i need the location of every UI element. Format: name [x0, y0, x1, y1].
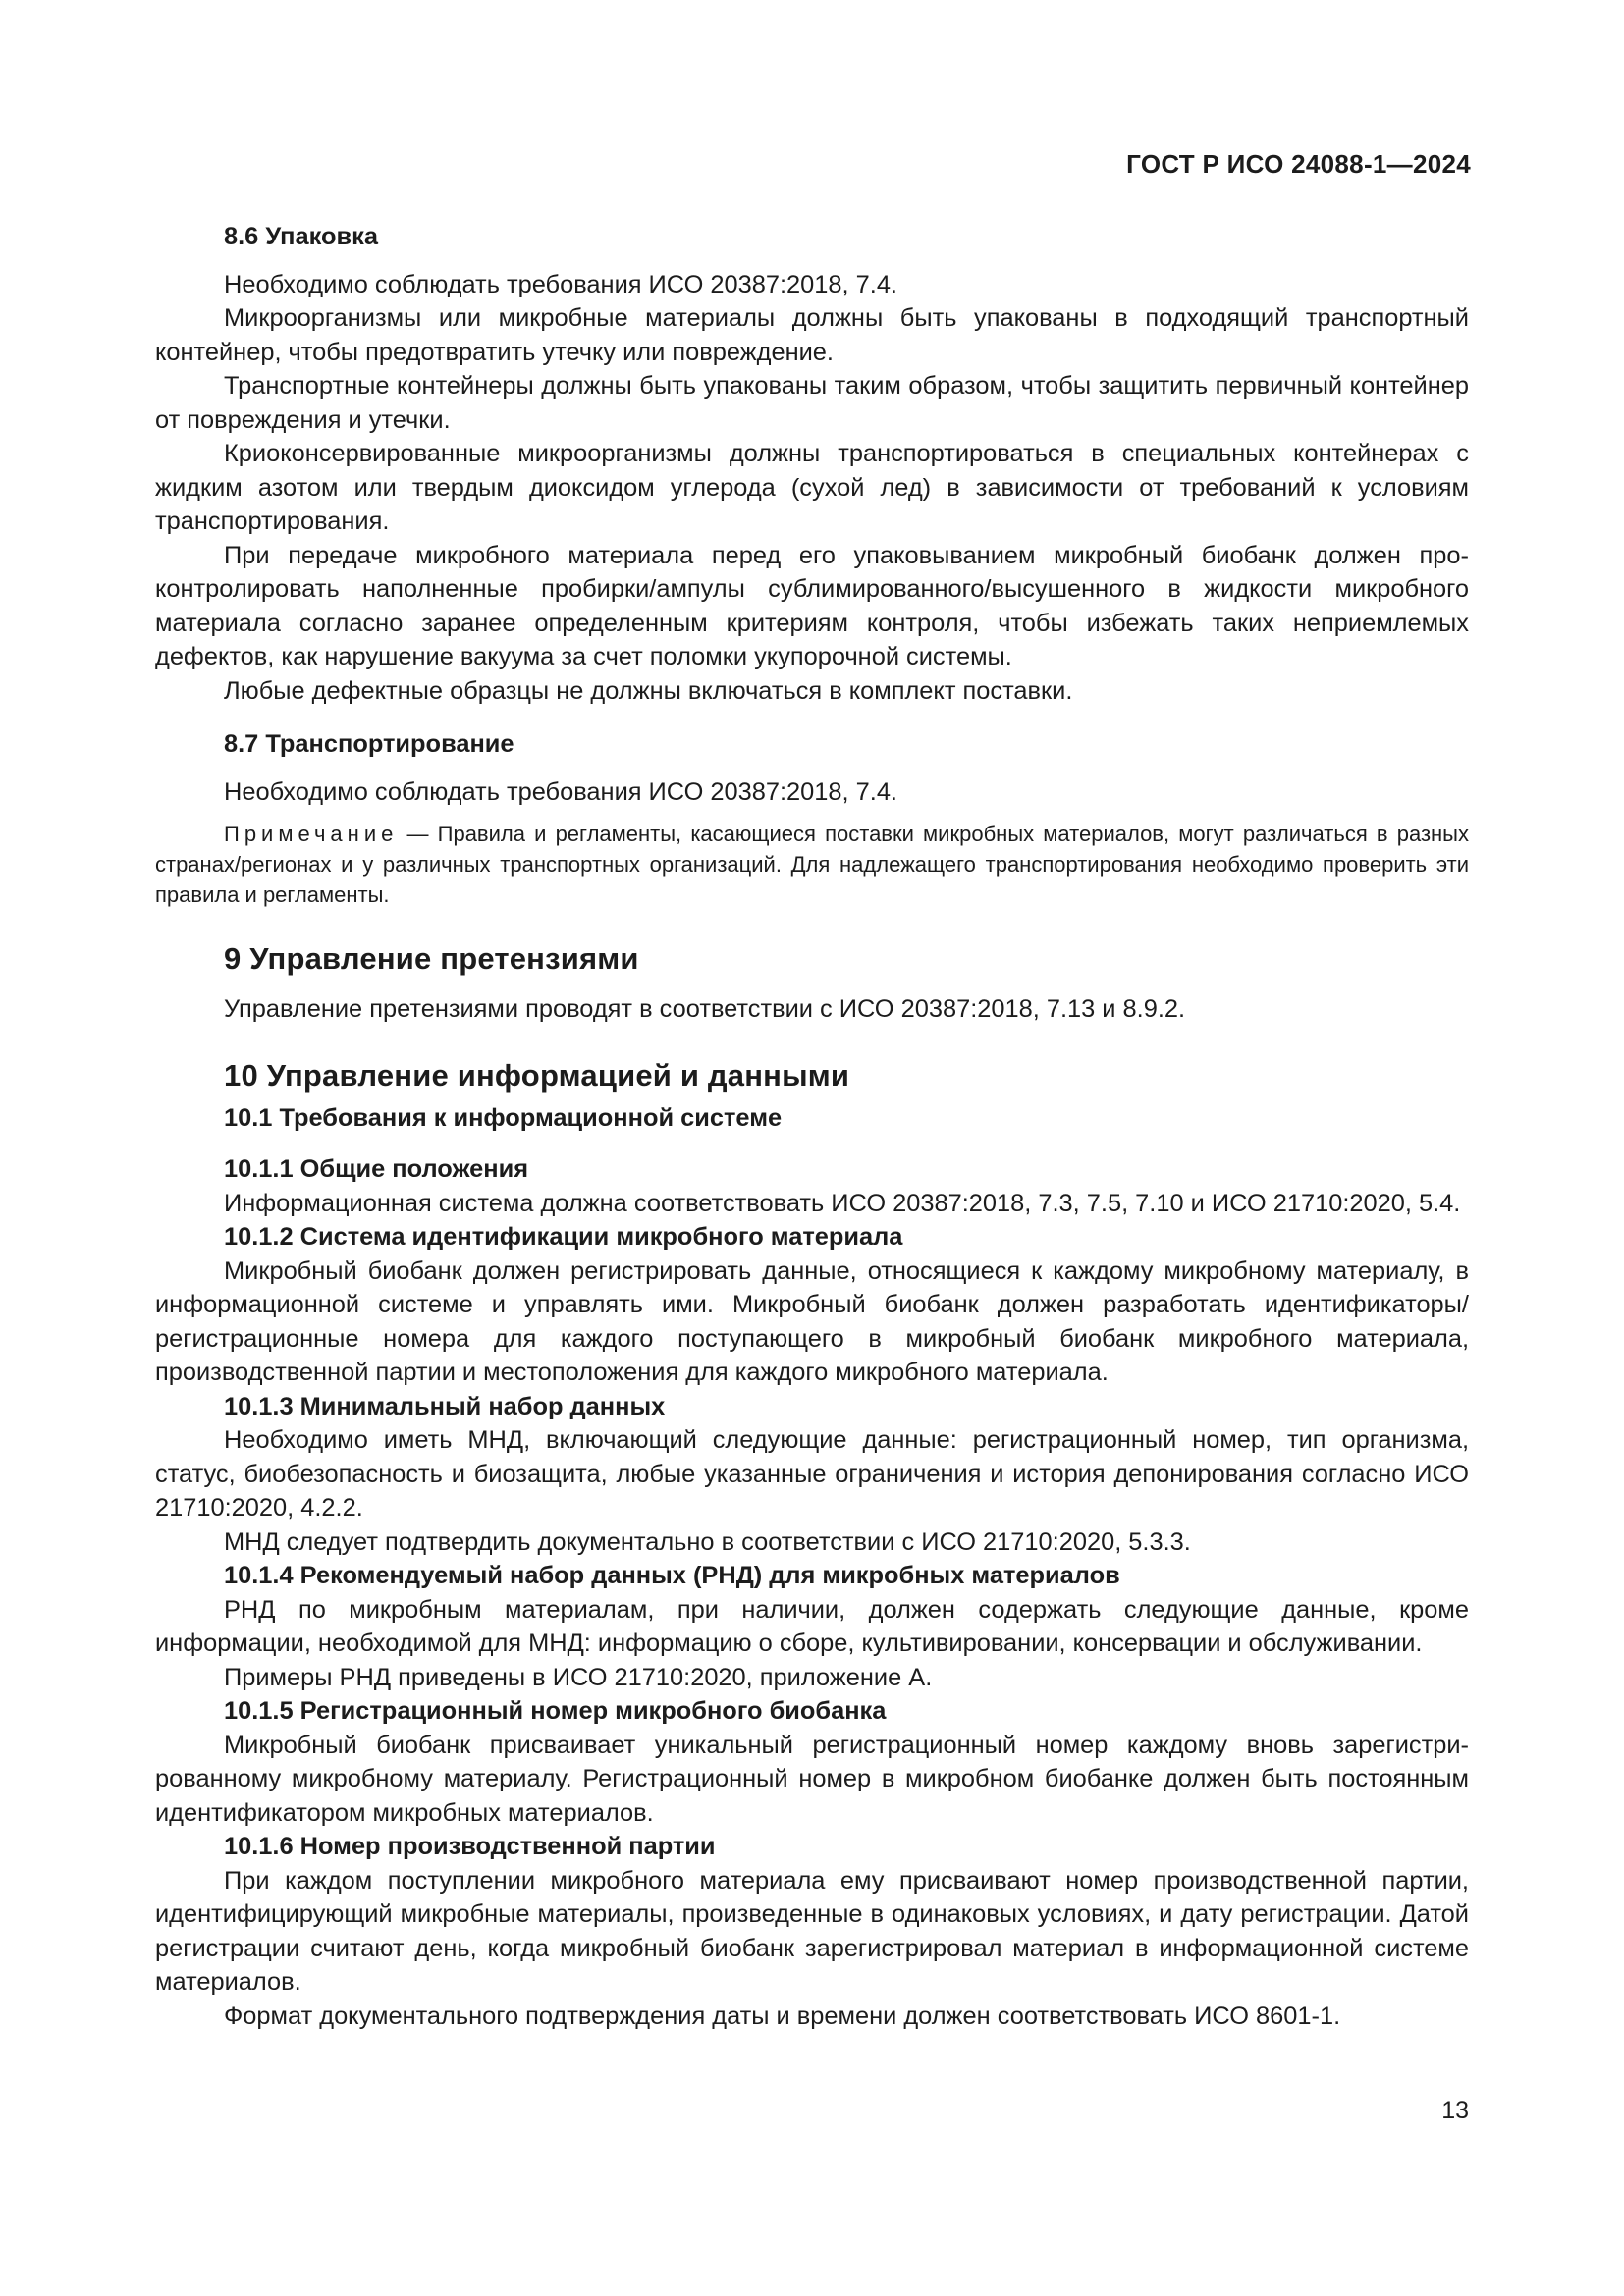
- paragraph: Криоконсервированные микроорганизмы должны транспортироваться в специальных контейнерах с жидким азотом или твердым диоксидом углерода (сухой лед) в зависимости от требований к условиям транспортирования.: [155, 440, 1469, 535]
- paragraph: При передаче микробного материала перед его упаковыванием микробный биобанк должен проконтролировать наполненные пробирки/ампулы сублимированного/высушенного в жидкости микробного материала согласно заранее определенным критериям контроля, чтобы избежать таких неприемлемых дефектов, как нарушение вакуума за счет поломки укупорочной системы.: [155, 541, 1469, 670]
- section-10-1-3-heading: 10.1.3 Минимальный набор данных: [224, 1392, 666, 1420]
- note-label: Примечание: [224, 822, 399, 846]
- page-body: [155, 220, 1469, 2033]
- paragraph: Информационная система должна соответствовать ИСО 20387:2018, 7.3, 7.5, 7.10 и ИСО 21710:2020, 5.4.: [224, 1189, 1461, 1217]
- paragraph: Микробный биобанк должен регистрировать данные, относящиеся к каждому микробному материалу, в информационной системе и управлять ими. Микробный биобанк должен разработать идентификаторы/регистрационные номера для каждого поступающего в микробный биобанк микробного материала, производственной партии и местоположения для каждого микробного материала.: [155, 1256, 1469, 1386]
- section-9-heading: 9 Управление претензиями: [224, 941, 639, 976]
- paragraph: При каждом поступлении микробного материала ему присваивают номер производственной партии, идентифицирующий микробные материалы, произведенные в одинаковых условиях, и дату регистрации. Датой регистрации считают день, когда микробный биобанк зарегистрировал материал в информационной системе материалов.: [155, 1866, 1469, 1996]
- section-10-1-4-heading: 10.1.4 Рекомендуемый набор данных (РНД) для микробных материалов: [224, 1562, 1120, 1589]
- section-10-1-heading: 10.1 Требования к информационной системе: [224, 1103, 783, 1132]
- section-8-6-heading: 8.6 Упаковка: [224, 223, 378, 250]
- paragraph: Необходимо иметь МНД, включающий следующие данные: регистрационный номер, тип организма, статус, биобезопасность и биозащита, любые указанные ограничения и история депонирования согласно ИСО 21710:2020, 4.2.2.: [155, 1426, 1469, 1522]
- page-number: 13: [1441, 2097, 1469, 2124]
- section-10-1-2-heading: 10.1.2 Система идентификации микробного материала: [224, 1223, 903, 1251]
- paragraph: Необходимо соблюдать требования ИСО 20387:2018, 7.4.: [224, 270, 897, 298]
- paragraph: Микроорганизмы или микробные материалы должны быть упакованы в подходящий транспортный контейнер, чтобы предотвратить утечку или повреждение.: [155, 304, 1469, 366]
- paragraph: МНД следует подтвердить документально в соответствии с ИСО 21710:2020, 5.3.3.: [224, 1527, 1191, 1556]
- standard-designation: ГОСТ Р ИСО 24088-1—2024: [1126, 149, 1471, 179]
- note-text: — Правила и регламенты, касающиеся поставки микробных материалов, могут различаться в разных странах/регионах и у различных транспортных организаций. Для надлежащего транспортирования необходимо проверить эти правила и регламенты.: [155, 822, 1469, 907]
- paragraph: Необходимо соблюдать требования ИСО 20387:2018, 7.4.: [224, 777, 897, 806]
- paragraph: Микробный биобанк присваивает уникальный регистрационный номер каждому вновь зарегистрированному микробному материалу. Регистрационный номер в микробном биобанке должен быть постоянным идентификатором микробных материалов.: [155, 1731, 1469, 1827]
- section-8-7-heading: 8.7 Транспортирование: [224, 730, 514, 758]
- paragraph: Транспортные контейнеры должны быть упакованы таким образом, чтобы защитить первичный контейнер от повреждения и утечки.: [155, 372, 1469, 434]
- paragraph: Любые дефектные образцы не должны включаться в комплект поставки.: [224, 676, 1073, 705]
- section-10-1-5-heading: 10.1.5 Регистрационный номер микробного биобанка: [224, 1697, 887, 1725]
- paragraph: Формат документального подтверждения даты и времени должен соответствовать ИСО 8601-1.: [224, 2002, 1341, 2030]
- section-10-1-1-heading: 10.1.1 Общие положения: [224, 1155, 529, 1183]
- paragraph: Управление претензиями проводят в соответствии с ИСО 20387:2018, 7.13 и 8.9.2.: [224, 995, 1186, 1023]
- note: [155, 819, 1469, 910]
- paragraph: РНД по микробным материалам, при наличии, должен содержать следующие данные, кроме информации, необходимой для МНД: информацию о сборе, культивировании, консервации и обслуживании.: [155, 1595, 1469, 1657]
- section-10-heading: 10 Управление информацией и данными: [224, 1057, 850, 1093]
- section-10-1-6-heading: 10.1.6 Номер производственной партии: [224, 1833, 716, 1860]
- paragraph: Примеры РНД приведены в ИСО 21710:2020, приложение А.: [224, 1663, 933, 1691]
